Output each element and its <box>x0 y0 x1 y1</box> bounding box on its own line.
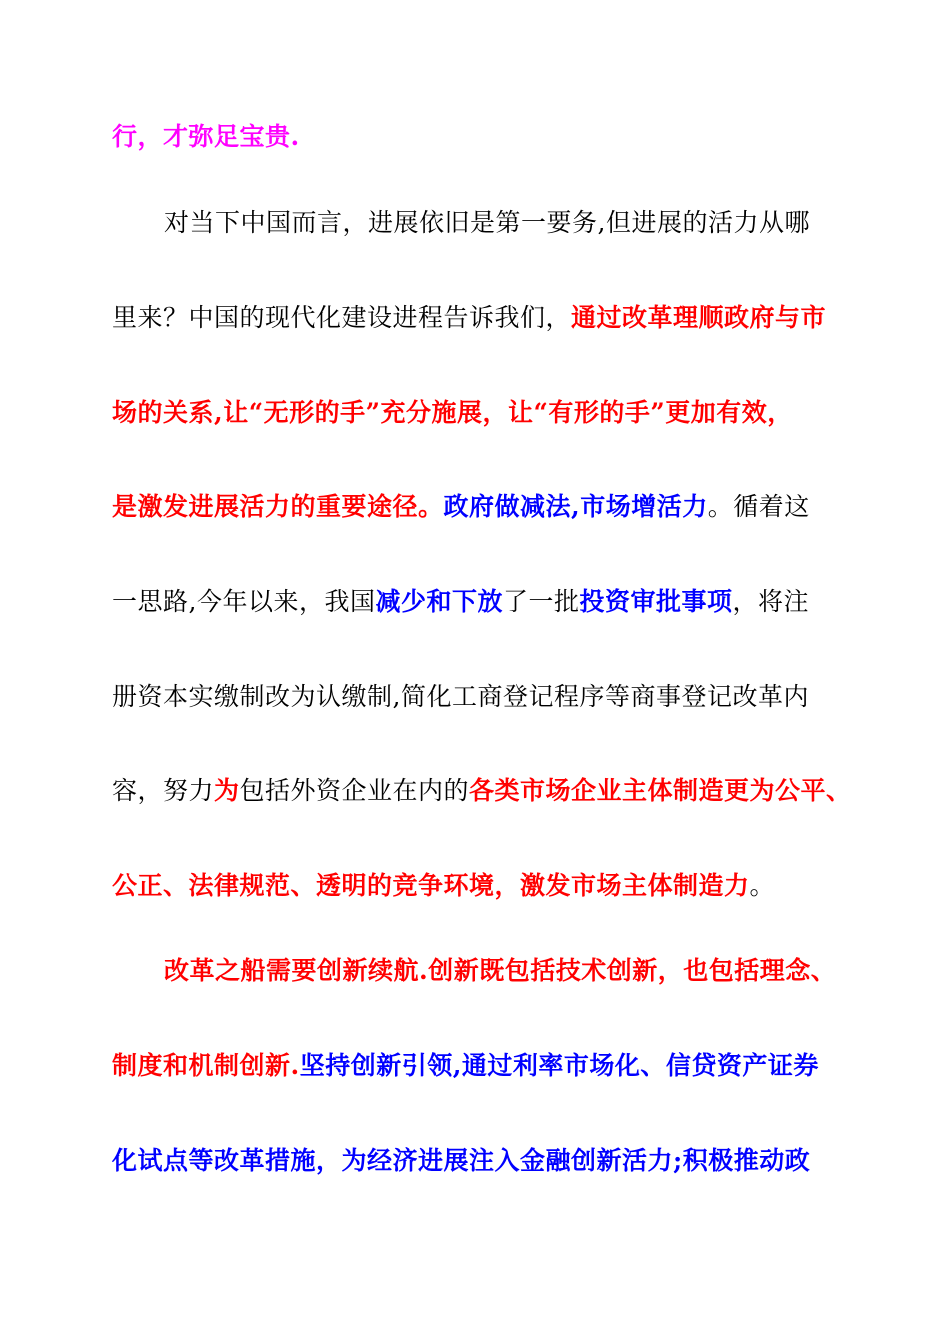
text-run: ，将注 <box>732 587 810 616</box>
paragraph-line <box>112 1051 860 1081</box>
paragraph-line <box>112 398 860 428</box>
text-run: 里来？中国的现代化建设进程告诉我们， <box>112 303 572 332</box>
text-run: 为 <box>214 776 240 805</box>
text-run: 一思路,今年以来，我国 <box>112 587 376 616</box>
text-run: 场的关系,让“无形的手”充分施展，让“有形的手”更加有效， <box>112 398 793 427</box>
text-run: 行，才弥足宝贵. <box>112 122 300 151</box>
paragraph-line <box>112 303 860 333</box>
text-run: 通过改革理顺政府与市 <box>571 303 827 332</box>
text-run: 。 <box>749 871 776 900</box>
text-run: 减少和下放 <box>375 587 503 616</box>
paragraph-line <box>112 871 860 901</box>
text-run: 各类市场企业主体制造更为公平、 <box>469 776 852 805</box>
paragraph-line <box>112 492 860 522</box>
text-run: 化试点等改革措施，为经济进展注入金融创新活力;积极推动政 <box>112 1146 811 1175</box>
text-run: 包括外资企业在内的 <box>239 776 470 805</box>
paragraph-line <box>164 208 860 238</box>
paragraph-line <box>112 122 860 152</box>
text-run: 制度和机制创新. <box>112 1051 300 1080</box>
text-run: 。循着这 <box>707 492 810 521</box>
text-run: 册资本实缴制改为认缴制,简化工商登记程序等商事登记改革内 <box>112 682 809 711</box>
text-run: 政府做减法,市场增活力 <box>443 492 708 521</box>
paragraph-line <box>112 776 860 806</box>
text-run: 容，努力 <box>112 776 215 805</box>
text-run: 公正、法律规范、透明的竞争环境，激发市场主体制造力 <box>112 871 750 900</box>
paragraph-line <box>112 682 860 712</box>
paragraph-line <box>112 1146 860 1176</box>
text-run: 坚持创新引领,通过利率市场化、信贷资产证券 <box>299 1051 819 1080</box>
text-run: 是激发进展活力的重要途径。 <box>112 492 444 521</box>
paragraph-line <box>112 587 860 617</box>
paragraph-line <box>164 956 860 986</box>
text-run: 投资审批事项 <box>579 587 733 616</box>
text-run: 改革之船需要创新续航.创新既包括技术创新，也包括理念、 <box>164 956 837 985</box>
text-run: 了一批 <box>502 587 580 616</box>
text-run: 对当下中国而言，进展依旧是第一要务,但进展的活力从哪 <box>164 208 810 237</box>
